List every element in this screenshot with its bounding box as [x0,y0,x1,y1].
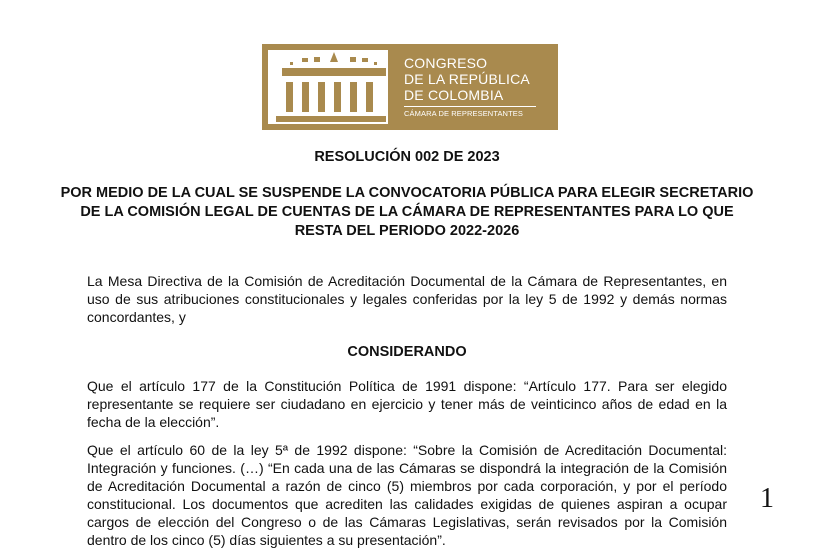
logo-line-2: DE LA REPÚBLICA [404,71,530,87]
capitol-emblem-icon [262,44,394,130]
congress-logo [262,44,558,130]
intro-paragraph: La Mesa Directiva de la Comisión de Acreditación Documental de la Cámara de Representantes, en uso de sus atribuciones constitucionales y legales conferidas por la ley 5 de 1992 y demás normas concordantes, y [87,273,727,325]
paragraph-article-60: Que el artículo 60 de la ley 5ª de 1992 dispone: “Sobre la Comisión de Acreditación Documental: Integración y funciones. (…) “En cada una de las Cámaras se dispondrá la integración de la Comisión de Acreditación Documental a razón de cinco (5) miembros por cada corporación, y por el período constitucional. Los documentos que acrediten las calidades exigidas de quienes aspiran a ocupar cargos de elección del Congreso o de las Cámaras Legislativas, serán revisados por la Comisión dentro de los cinco (5) días siguientes a su presentación”. [87,442,727,548]
resolution-title: POR MEDIO DE LA CUAL SE SUSPENDE LA CONVOCATORIA PÚBLICA PARA ELEGIR SECRETARIO DE LA COMISIÓN LEGAL DE CUENTAS DE LA CÁMARA DE REPRESENTANTES PARA LO QUE RESTA DEL PERIODO 2022-2026 [60,185,754,239]
considerando-heading: CONSIDERANDO [347,344,467,360]
resolution-number: RESOLUCIÓN 002 DE 2023 [314,149,500,165]
paragraph-article-177: Que el artículo 177 de la Constitución Política de 1991 dispone: “Artículo 177. Para ser elegido representante se requiere ser ciudadano en ejercicio y tener más de veinticinco años de edad en la fecha de la elección”. [87,378,727,430]
logo-line-4: CÁMARA DE REPRESENTANTES [404,109,523,118]
logo-divider [404,106,536,107]
logo-line-1: CONGRESO [404,55,488,71]
logo-line-3: DE COLOMBIA [404,87,504,103]
logo-wordmark [394,44,558,130]
page-number: 1 [760,483,774,514]
